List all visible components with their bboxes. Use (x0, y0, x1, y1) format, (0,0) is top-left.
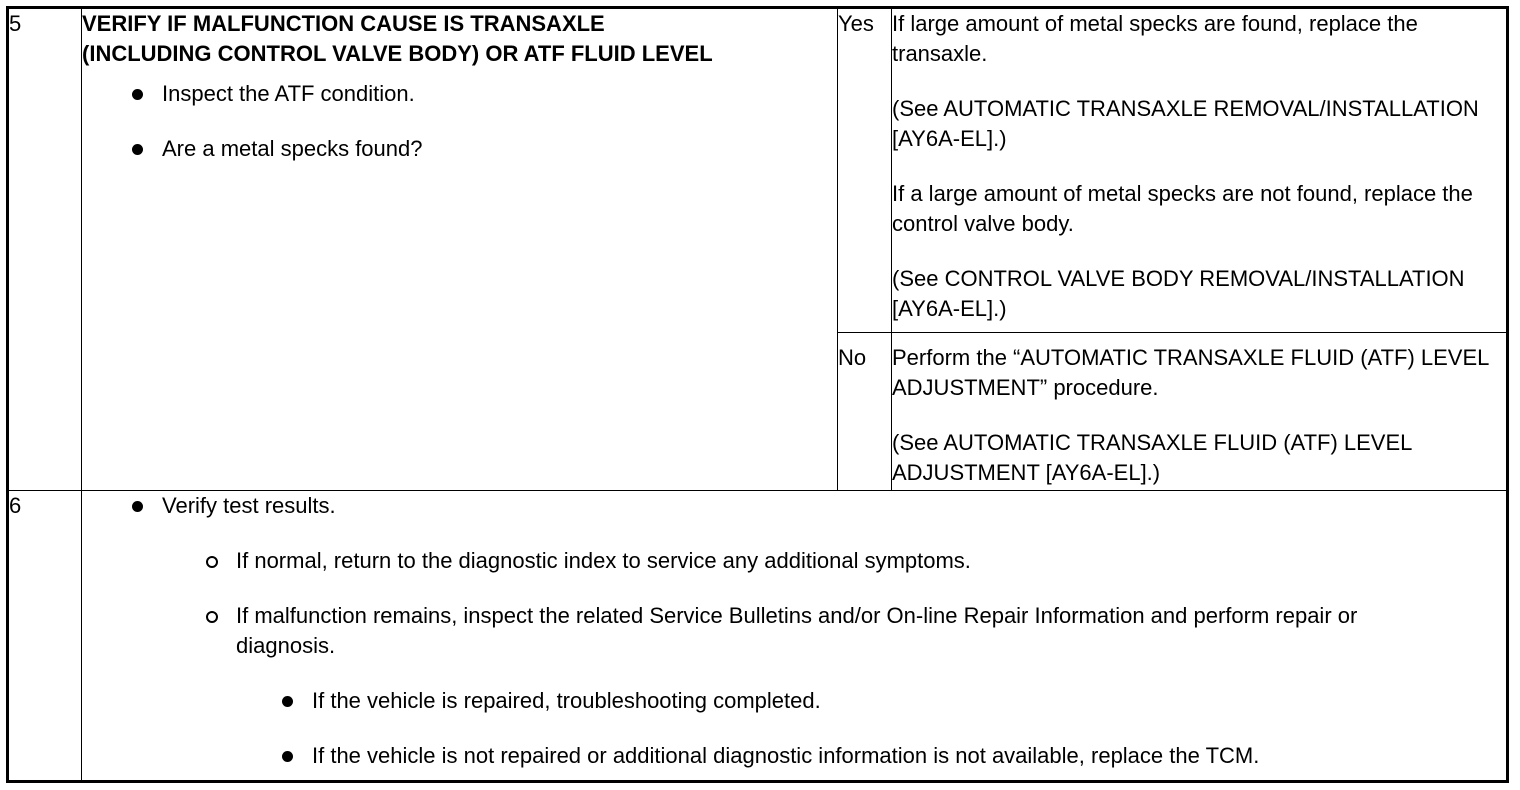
answer-yes-label: Yes (838, 8, 892, 333)
no-action-perform-adjustment: Perform the “AUTOMATIC TRANSAXLE FLUID (ATF) LEVEL ADJUSTMENT” procedure. (892, 345, 1489, 400)
no-action-see-atf-adjustment: (See AUTOMATIC TRANSAXLE FLUID (ATF) LEVEL ADJUSTMENT [AY6A-EL].) (892, 430, 1412, 485)
step-5-inspection-cell (82, 8, 838, 491)
step-number-6: 6 (8, 491, 82, 782)
check-item-inspect-atf: Inspect the ATF condition. (82, 79, 837, 109)
yes-action-replace-valve-body: If a large amount of metal specks are not found, replace the control valve body. (892, 181, 1473, 236)
step-5-check-list (82, 79, 837, 164)
if-not-repaired-item: If the vehicle is not repaired or additional diagnostic information is not available, replace the TCM. (82, 741, 1506, 771)
if-malfunction-remains-item: If malfunction remains, inspect the related Service Bulletins and/or On-line Repair Information and perform repair or diagnosis. (82, 601, 1506, 661)
if-repaired-item: If the vehicle is repaired, troubleshooting completed. (82, 686, 1506, 716)
yes-action-see-valve-body-removal: (See CONTROL VALVE BODY REMOVAL/INSTALLATION [AY6A-EL].) (892, 266, 1465, 321)
no-action-cell (892, 333, 1508, 491)
step-5-yes-row (8, 8, 1508, 333)
step-6-inspection-cell (82, 491, 1508, 782)
step-6-row (8, 491, 1508, 782)
step-5-title (82, 9, 837, 69)
yes-action-replace-transaxle: If large amount of metal specks are found, replace the transaxle. (892, 11, 1418, 66)
yes-action-see-transaxle-removal: (See AUTOMATIC TRANSAXLE REMOVAL/INSTALLATION [AY6A-EL].) (892, 96, 1479, 151)
if-normal-item: If normal, return to the diagnostic index to service any additional symptoms. (82, 546, 1506, 576)
check-item-metal-specks: Are a metal specks found? (82, 134, 837, 164)
step-5-title-line-2: (INCLUDING CONTROL VALVE BODY) OR ATF FLUID LEVEL (82, 41, 713, 66)
diagnostic-procedure-table (6, 6, 1509, 783)
step-6-list (82, 491, 1506, 771)
yes-action-cell (892, 8, 1508, 333)
step-number-5: 5 (8, 8, 82, 491)
verify-test-results-item: Verify test results. (82, 491, 1506, 521)
answer-no-label: No (838, 333, 892, 491)
step-5-title-line-1: VERIFY IF MALFUNCTION CAUSE IS TRANSAXLE (82, 11, 605, 36)
